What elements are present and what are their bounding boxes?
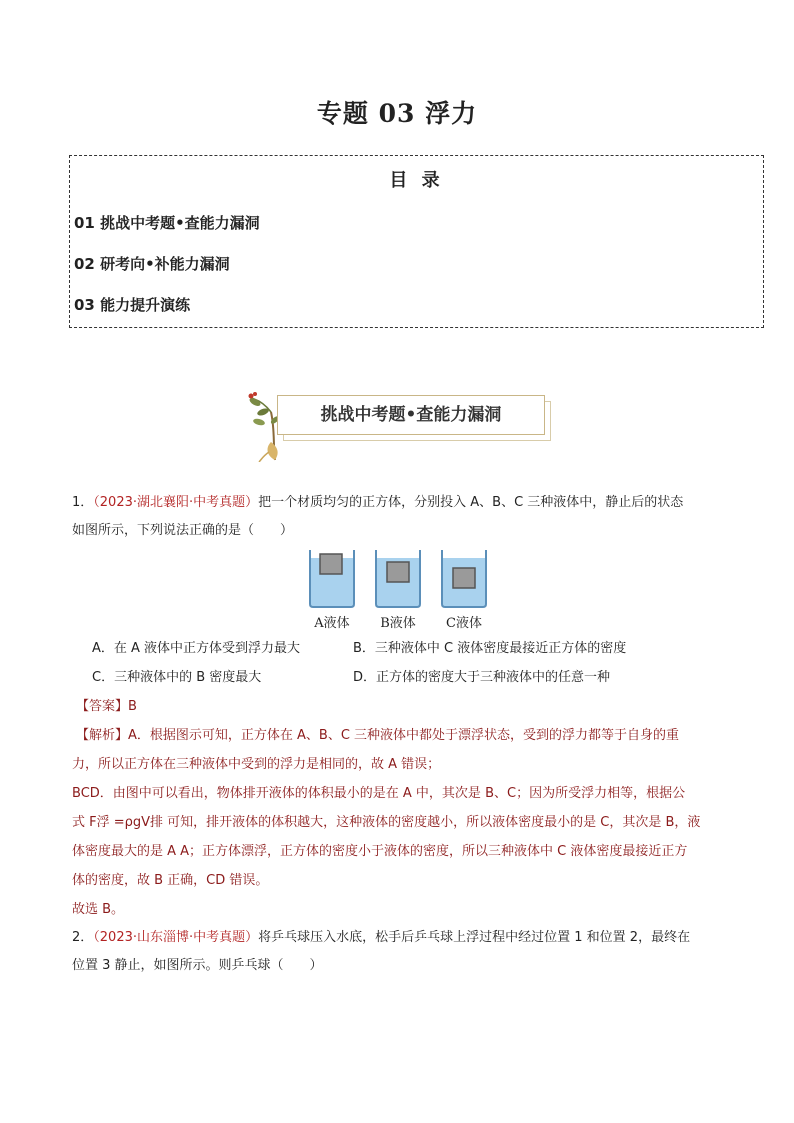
figure-label: B液体 [380,616,416,631]
analysis-line: 体密度最大的是 A A；正方体漂浮，正方体的密度小于液体的密度，所以三种液体中 C 液体密度最接近正方 [72,844,688,859]
question-stem: 将乒乓球压入水底，松手后乒乓球上浮过程中经过位置 1 和位置 2，最终在 [258,930,691,945]
option-a: A．在 A 液体中正方体受到浮力最大 [92,641,301,656]
beaker-a [308,548,356,608]
banner-title: 挑战中考题•查能力漏洞 [320,405,502,425]
question-source: （2023·湖北襄阳·中考真题） [93,495,259,510]
section-banner [245,390,547,460]
analysis-line: 体的密度，故 B 正确，CD 错误。 [72,873,269,888]
question-number: 2． [72,930,94,945]
analysis-line: 式 F浮 =ρgV排 可知，排开液体的体积越大，这种液体的密度越小，所以液体密度最小的是 C，其次是 B，液 [72,815,701,830]
question-1-line [72,494,683,512]
answer: 【答案】B [76,699,137,714]
page-title: 专题 03 浮力 [316,99,478,128]
toc-item: 03 能力提升演练 [74,296,191,314]
question-number: 1． [72,495,94,510]
beaker-b [374,548,422,608]
question-2-line [72,929,690,947]
beakers-figure [300,548,500,638]
analysis-line: BCD．由图中可以看出，物体排开液体的体积最小的是在 A 中，其次是 B、C；因为所受浮力相等，根据公 [72,786,686,801]
table-of-contents [69,155,764,328]
question-stem: 把一个材质均匀的正方体，分别投入 A、B、C 三种液体中，静止后的状态 [258,495,684,510]
option-c: C．三种液体中的 B 密度最大 [92,670,262,685]
conclusion: 故选 B。 [72,902,125,917]
option-d: D．正方体的密度大于三种液体中的任意一种 [353,670,611,685]
toc-item: 01 挑战中考题•查能力漏洞 [74,214,260,232]
figure-label: C液体 [446,616,482,631]
analysis-line: 力，所以正方体在三种液体中受到的浮力是相同的，故 A 错误； [72,757,441,772]
question-stem-continued: 位置 3 静止，如图所示。则乒乓球（ ） [72,958,323,973]
analysis-line: 【解析】A．根据图示可知，正方体在 A、B、C 三种液体中都处于漂浮状态，受到的浮力都等于自身的重 [76,728,680,743]
option-b: B．三种液体中 C 液体密度最接近正方体的密度 [353,641,627,656]
toc-item: 02 研考向•补能力漏洞 [74,255,230,273]
question-stem-continued: 如图所示，下列说法正确的是（ ） [72,523,294,538]
toc-heading: 目 录 [389,170,444,191]
beaker-c [440,548,488,608]
figure-label: A液体 [314,616,350,631]
question-source: （2023·山东淄博·中考真题） [93,930,259,945]
